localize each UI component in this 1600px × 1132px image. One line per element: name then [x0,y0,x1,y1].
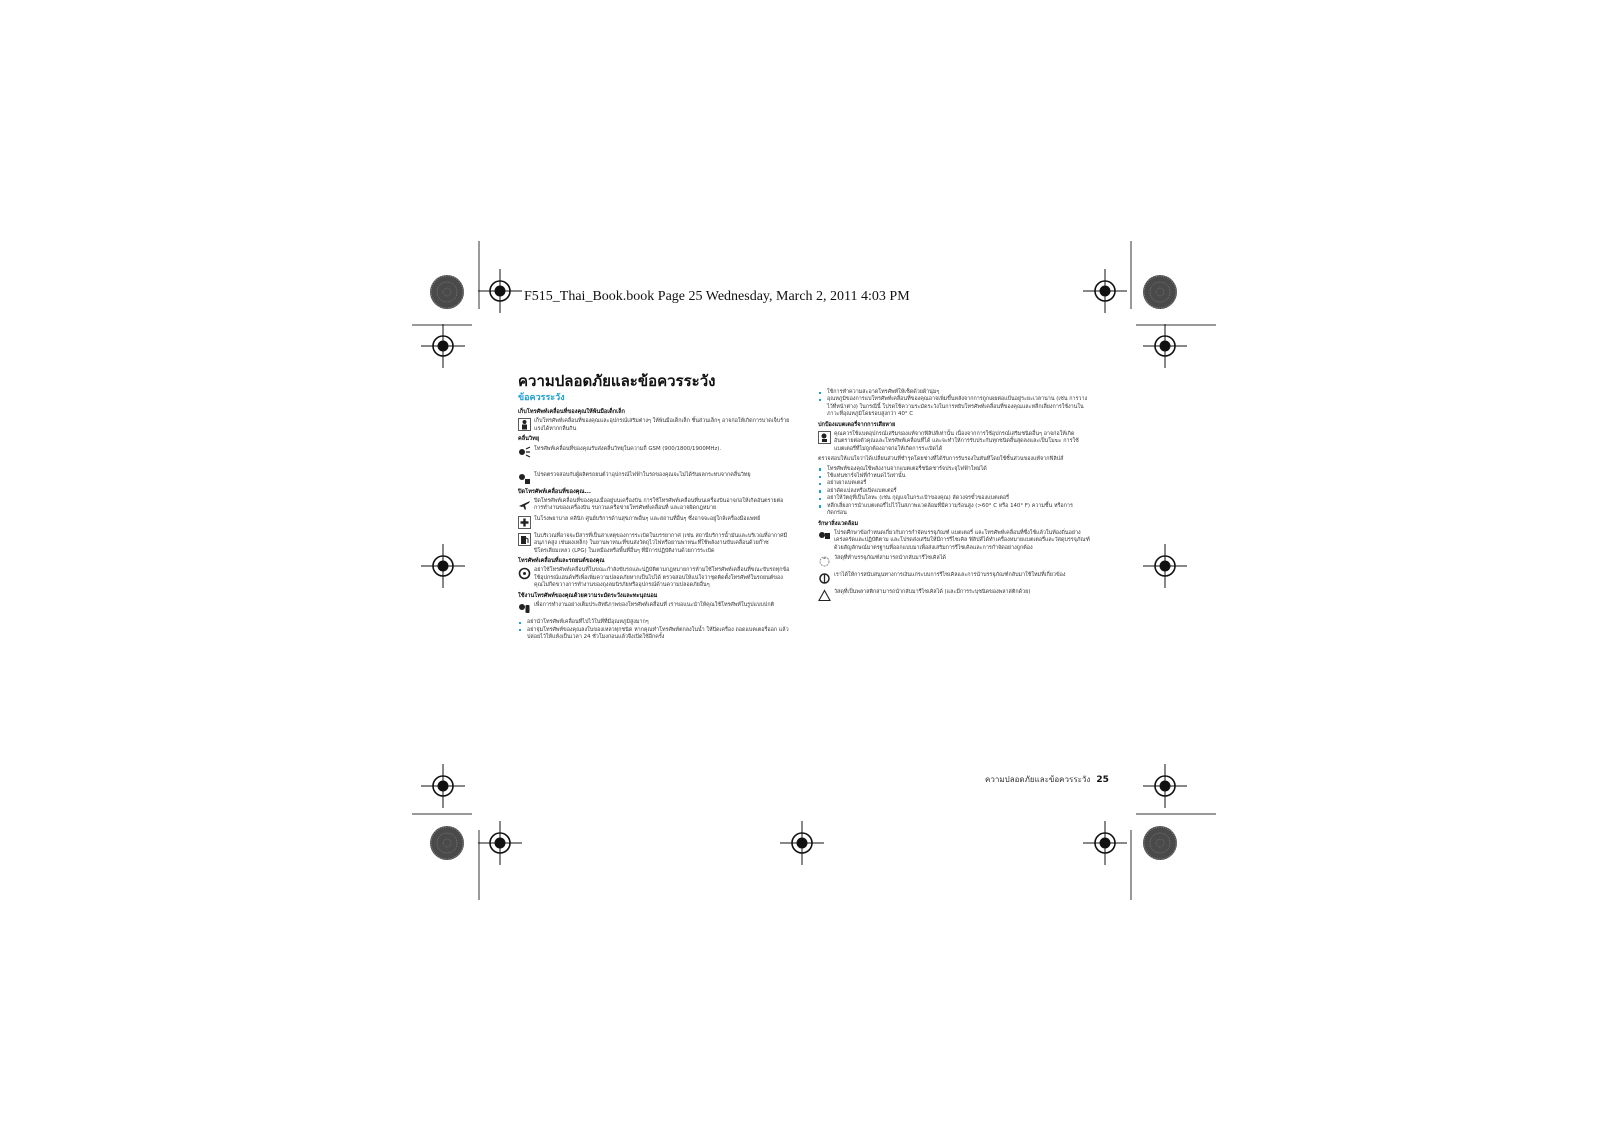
list-item: อุณหภูมิของการแบโทรศัพท์เคลื่อนที่ของคุณอาจเพิ่มขึ้นหลังจากการถูกเผยต่อแป้นอยู่ระยะเวลานาน (เช่น การวางไว้ที่หน้าต่าง) ในกรณีนี้ โปรดใช้ความระมัดระวังในการหยิบโทรศัพท์เคลื่อนที่ของคุณและหลีกเลี่ยงการใช้งานในภาวะที่อุณหภูมิโดยรอบสูงกว่า 40° C [818,396,1090,418]
note-aircraft: ปิดโทรศัพท์เคลื่อนที่ของคุณเมื่ออยู่บนเครื่องบิน การใช้โทรศัพท์เคลื่อนที่บนเครื่องบินอาจก่อให้เกิดอันตรายต่อการทำงานของเครื่องบิน รบกวนเครือข่ายโทรศัพท์เคลื่อนที่ และอาจผิดกฎหมาย [518,498,790,513]
note-explosive-area: ในบริเวณที่อาจจะมีสารที่เป็นสาเหตุของการระเบิดในบรรยากาศ (เช่น สถานีบริการน้ำมันและบริเวณที่อากาศมีอนุภาคสูง เช่นผงเหล็ก) ในยานพาหนะที่ขนส่งวัตถุไวไฟหรือยานพาหนะที่ใช้พลังงานขับเคลื่อนด้วยก๊าซปิโตรเลียมเหลว (LPG) ในเหมืองหรือพื้นที่อื่นๆ ที่มีการปฏิบัติงานด้วยการระเบิด [518,533,790,555]
color-target-mark-bottom-right [1143,826,1177,860]
battery-repair-paragraph: ตรวจสอบให้แน่ใจว่าได้เปลี่ยนส่วนที่ชำรุดโดยช่างที่ได้รับการรับรองในทันทีโดยใช้ชิ้นส่วนของแท้จากฟิลิปส์ [818,456,1064,463]
page-title: ความปลอดภัยและข้อควรระวัง [518,372,716,390]
left-column [518,406,790,644]
page-number: 25 [1096,775,1109,785]
radio-waves-icon [518,446,531,459]
registration-mark-bottom-center [780,821,824,865]
list-item: อย่าจุ่มโทรศัพท์ของคุณลงในของเหลวทุกชนิด หากคุณทำโทรศัพท์ตกลงในน้ำ ให้ปิดเครื่อง ถอดแบตเตอรี่ออก แล้วปล่อยไว้ให้แห้งเป็นเวลา 24 ชั่วโมงก่อนแล้วจึงเปิดใช้อีกครั้ง [518,627,790,642]
page-subtitle: ข้อควรระวัง [518,393,565,403]
list-item: อย่าดัดแปลงหรือเปิดแบตเตอรี่ [818,488,1090,495]
note-genuine-accessories: คุณควรใช้แบตอุปกรณ์เสริมของแท้จากฟิลิปส์เท่านั้น เนื่องจากการใช้อุปกรณ์เสริมชนิดอื่นๆ อาจก่อให้เกิดอันตรายต่อตัวคุณและโทรศัพท์เคลื่อนที่ได้ และจะทำให้การรับประกันทุกชนิดสิ้นสุดลงและเป็นโมฆะ การใช้แบตเตอรี่ที่ไม่ถูกต้องอาจก่อให้เกิดการระเบิดได้ [818,431,1090,453]
list-item: หลีกเลี่ยงการนำแบตเตอรี่ไปไว้ในสภาพแวดล้อมที่มีความร้อนสูง (>60° C หรือ 140° F) ความชื้น หรือการกัดกร่อน [818,503,1090,518]
note-car-electronics: โปรดตรวจสอบกับผู้ผลิตรถยนต์ว่าอุปกรณ์ไฟฟ้าในรถของคุณจะไม่ได้รับผลกระทบจากคลื่นวิทยุ [518,472,790,486]
plastic-recycle-triangle-icon [818,589,831,602]
section-heading-radio-waves: คลื่นวิทยุ [518,436,540,443]
registration-mark-left-lower [421,764,465,808]
section-heading-battery: ปกป้องแบตเตอรี่จากการเสียหาย [818,421,896,428]
footer-section-label: ความปลอดภัยและข้อควรระวัง [985,775,1091,784]
fuel-station-icon [518,533,531,546]
right-column [818,387,1090,606]
care-bullet-list [518,619,790,641]
registration-mark-right-lower [1143,764,1187,808]
child-warning-icon [518,418,531,431]
car-radio-icon [518,472,531,485]
recycle-icon [818,555,831,568]
green-dot-icon [818,572,831,585]
battery-warning-icon [818,431,831,444]
page-footer [985,773,1109,786]
note-driving: อย่าใช้โทรศัพท์เคลื่อนที่ในขณะกำลังขับรถและปฏิบัติตามกฎหมายการห้ามใช้โทรศัพท์เคลื่อนที่ขณะขับรถทุกข้อ ใช้อุปกรณ์แฮนด์ฟรีเพื่อเพิ่มความปลอดภัยหากเป็นไปได้ ตรวจสอบให้แน่ใจว่าชุดติดตั้งโทรศัพท์ในรถยนต์ของคุณไม่กีดขวางการทำงานของถุงลมนิรภัยหรืออุปกรณ์ด้านความปลอดภัยอื่นๆ [518,567,790,589]
list-item: โทรศัพท์ของคุณใช้พลังงานจากแบตเตอรี่ชนิดชาร์จประจุไฟฟ้าใหม่ได้ [818,466,1090,473]
color-target-mark-top-right [1143,275,1177,309]
note-children: เก็บโทรศัพท์เคลื่อนที่ของคุณและอุปกรณ์เสริมต่างๆ ให้พ้นมือเด็กเล็ก ชิ้นส่วนเล็กๆ อาจก่อให้เกิดการบาดเจ็บร้ายแรงได้หากกลืนกิน [518,418,790,433]
steering-wheel-icon [518,567,531,580]
note-disposal: โปรดศึกษาข้อกำหนดเกี่ยวกับการกำจัดบรรจุภัณฑ์ แบตเตอรี่ และโทรศัพท์เคลื่อนที่ซึ่งใช้แล้วในท้องถิ่นอย่างเคร่งครัดและปฏิบัติตาม และโปรดส่งเสริมให้มีการรีไซเคิล ฟิลิปส์ได้ทำเครื่องหมายแบตเตอรี่และวัสดุบรรจุภัณฑ์ด้วยสัญลักษณ์มาตรฐานที่ออกแบบมาเพื่อส่งเสริมการรีไซเคิลและการกำจัดอย่างถูกต้อง [818,530,1090,552]
list-item: อย่านำโทรศัพท์เคลื่อนที่ไปไว้ในที่ที่มีอุณหภูมิสูงมากๆ [518,619,790,626]
section-heading-environment: รักษาสิ่งแวดล้อม [818,520,859,527]
list-item: อย่าเผาแบตเตอรี่ [818,480,1090,487]
color-target-mark-top-left [430,275,464,309]
book-file-header: F515_Thai_Book.book Page 25 Wednesday, March 2, 2011 4:03 PM [524,289,910,304]
note-plastic-recyclable: วัสดุที่เป็นพลาสติกสามารถนำกลับมารีไซเคิลได้ (และมีการระบุชนิดของพลาสติกด้วย) [818,589,1090,603]
note-hospital: ในโรงพยาบาล คลินิก ศูนย์บริการด้านสุขภาพอื่นๆ และสถานที่อื่นๆ ซึ่งอาจจะอยู่ใกล้เครื่องมือแพทย์ [518,516,790,530]
environment-icon [818,530,831,543]
airplane-icon [518,498,531,511]
registration-mark-top-right [1083,269,1127,313]
phone-handling-icon [518,602,531,615]
note-radio-frequency: โทรศัพท์เคลื่อนที่ของคุณรับส่งคลื่นวิทยุในความถี่ GSM (900/1800/1900MHz). [518,446,790,460]
registration-mark-right-middle [1143,544,1187,588]
list-item: ใช้แท่นชาร์จไฟที่กำหนดไว้เท่านั้น [818,473,1090,480]
section-heading-handle-care: ใช้งานโทรศัพท์ของคุณด้วยความระมัดระวังและทะนุถนอม [518,592,658,599]
registration-mark-left-middle [421,544,465,588]
registration-mark-right-upper [1143,324,1187,368]
list-item: ใช้การทำความสะอาดโทรศัพท์ให้เช็ดด้วยผ้านุ่มๆ [818,389,1090,396]
registration-mark-top-left [478,269,522,313]
registration-mark-bottom-left [478,821,522,865]
note-financial-contribution: เราได้ให้การสนับสนุนทางการเงินแก่ระบบการรีไซเคิลและการนำบรรจุภัณฑ์กลับมาใช้ใหม่ที่เกี่ยวข้อง [818,572,1090,586]
care-bullet-list-continued [818,389,1090,419]
section-heading-switch-off: ปิดโทรศัพท์เคลื่อนที่ของคุณ... [518,488,591,495]
note-normal-use: เพื่อการทำงานอย่างเต็มประสิทธิภาพของโทรศัพท์เคลื่อนที่ เราขอแนะนำให้คุณใช้โทรศัพท์ในรูปแบบปกติ [518,602,790,616]
battery-bullet-list [818,466,1090,518]
section-heading-children: เก็บโทรศัพท์เคลื่อนที่ของคุณให้พ้นมือเด็กเล็ก [518,409,625,415]
color-target-mark-bottom-left [430,826,464,860]
registration-mark-left-upper [421,324,465,368]
hospital-icon [518,516,531,529]
section-heading-car: โทรศัพท์เคลื่อนที่และรถยนต์ของคุณ [518,558,605,565]
note-packaging-recyclable: วัสดุที่ทำบรรจุภัณฑ์สามารถนำกลับมารีไซเคิลได้ [818,555,1090,569]
registration-mark-bottom-right [1083,821,1127,865]
list-item: อย่าให้วัตถุที่เป็นโลหะ (เช่น กุญแจในกระเป๋าของคุณ) ลัดวงจรขั้วของแบตเตอรี่ [818,495,1090,502]
